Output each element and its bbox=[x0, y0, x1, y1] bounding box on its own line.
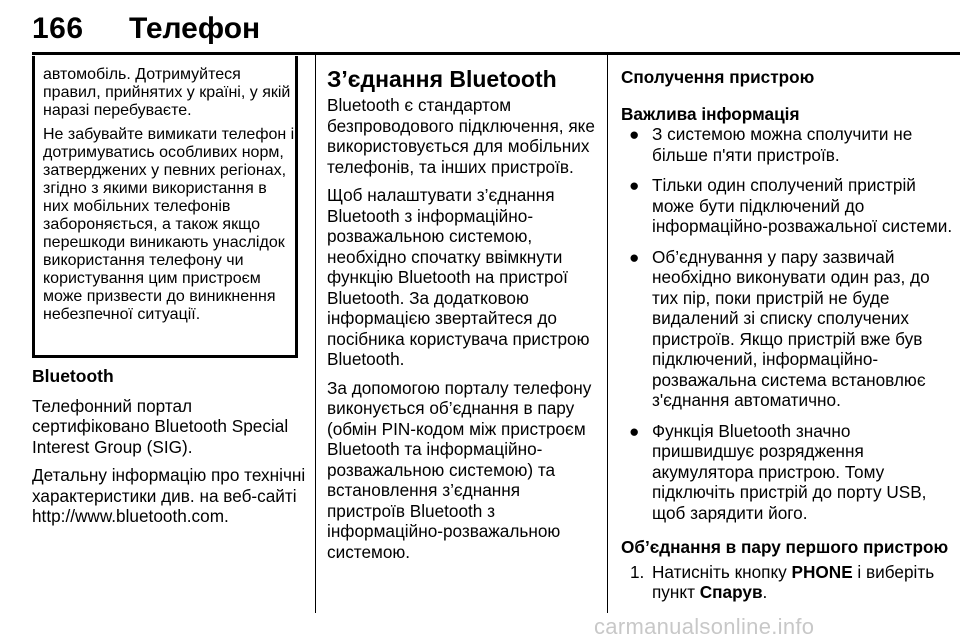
step-text: . bbox=[762, 582, 768, 602]
step-number: 1. bbox=[630, 561, 645, 582]
list-item bbox=[621, 247, 957, 411]
body-paragraph: Bluetooth є стандартом безпроводового підключення, яке використовується для мобільних телефонів, та інших пристроїв. bbox=[327, 95, 595, 177]
column-divider-1 bbox=[315, 55, 316, 613]
column-3-content bbox=[621, 67, 957, 603]
important-info-list bbox=[621, 124, 957, 523]
step-text: і виберіть пункт bbox=[652, 561, 935, 602]
bullet-icon: ● bbox=[629, 124, 640, 144]
header-rule bbox=[32, 52, 960, 55]
list-item bbox=[621, 175, 957, 237]
pair-menu-label: Спарув bbox=[699, 582, 763, 602]
body-paragraph: Детальну інформацію про технічні характеристики див. на веб-сайті http://www.bluetooth.com. bbox=[32, 465, 306, 526]
list-item-text: Функція Bluetooth значно пришвидшує розрядження акумулятора пристрою. Тому підключіть пристрій до порту USB, щоб зарядити його. bbox=[652, 420, 927, 523]
list-item-text: Тільки один сполучений пристрій може бути підключений до інформаційно-розважальної системи. bbox=[652, 175, 953, 236]
bullet-icon: ● bbox=[629, 246, 640, 267]
column-divider-2 bbox=[607, 55, 608, 613]
list-item-text: З системою можна сполучити не більше п'яти пристроїв. bbox=[652, 124, 913, 165]
bullet-icon: ● bbox=[629, 175, 640, 195]
steps-list bbox=[621, 562, 957, 603]
warning-box bbox=[32, 56, 298, 358]
section-title-bluetooth: Bluetooth bbox=[32, 366, 114, 386]
page-title: Телефон bbox=[129, 12, 261, 45]
watermark: carmanualsonline.info bbox=[594, 614, 815, 639]
column-2-content bbox=[327, 65, 595, 562]
step-text: Натисніть кнопку bbox=[652, 561, 792, 582]
step-item bbox=[621, 562, 957, 603]
list-item bbox=[621, 124, 957, 165]
list-item bbox=[621, 421, 957, 524]
page-header bbox=[0, 0, 960, 56]
body-paragraph: Щоб налаштувати з’єднання Bluetooth з інформаційно-розважальною системою, необхідно спочатку ввімкнути функцію Bluetooth на пристрої Bluetooth. За додатковою інформацією звертайтеся до посібника користувача пристрою Bluetooth. bbox=[327, 185, 590, 369]
important-info-title: Важлива інформація bbox=[621, 103, 800, 124]
subsection-title-first-pairing: Об’єднання в пару першого пристрою bbox=[621, 537, 949, 557]
phone-key-label: PHONE bbox=[791, 561, 853, 582]
body-paragraph: Телефонний портал сертифіковано Bluetooth Special Interest Group (SIG). bbox=[32, 395, 289, 457]
column-1-content bbox=[32, 366, 308, 527]
page-number: 166 bbox=[32, 12, 84, 45]
bullet-icon: ● bbox=[629, 420, 640, 441]
list-item-text: Об’єднування у пару зазвичай необхідно виконувати один раз, до тих пір, поки пристрій не буде видалений зі списку сполучених пристроїв. Якщо пристрій вже був підключений, інформаційно-розважальна система встановлює з'єднання автоматично. bbox=[652, 246, 930, 410]
body-paragraph: За допомогою порталу телефону виконується об’єднання в пару (обмін PIN-кодом між пристроєм Bluetooth та інформаційно-розважальною системою) та встановлення з’єднання пристроїв Bluetooth з інформаційно-розважальною системою. bbox=[327, 377, 592, 562]
warning-paragraph: Не забувайте вимикати телефон і дотримуватись особливих норм, затверджених у певних регіонах, згідно з якими використання в них мобільних телефонів забороняється, а також якщо перешкоди виникають унаслідок використання телефону чи користування цим пристроєм може призвести до виникнення небезпечної ситуації. bbox=[43, 126, 295, 323]
section-title-bluetooth-connection: З’єднання Bluetooth bbox=[327, 66, 557, 92]
section-title-pairing: Сполучення пристрою bbox=[621, 67, 815, 87]
warning-paragraph: автомобіль. Дотримуйтеся правил, прийнятих у країні, у якій наразі перебуваєте. bbox=[43, 66, 291, 119]
